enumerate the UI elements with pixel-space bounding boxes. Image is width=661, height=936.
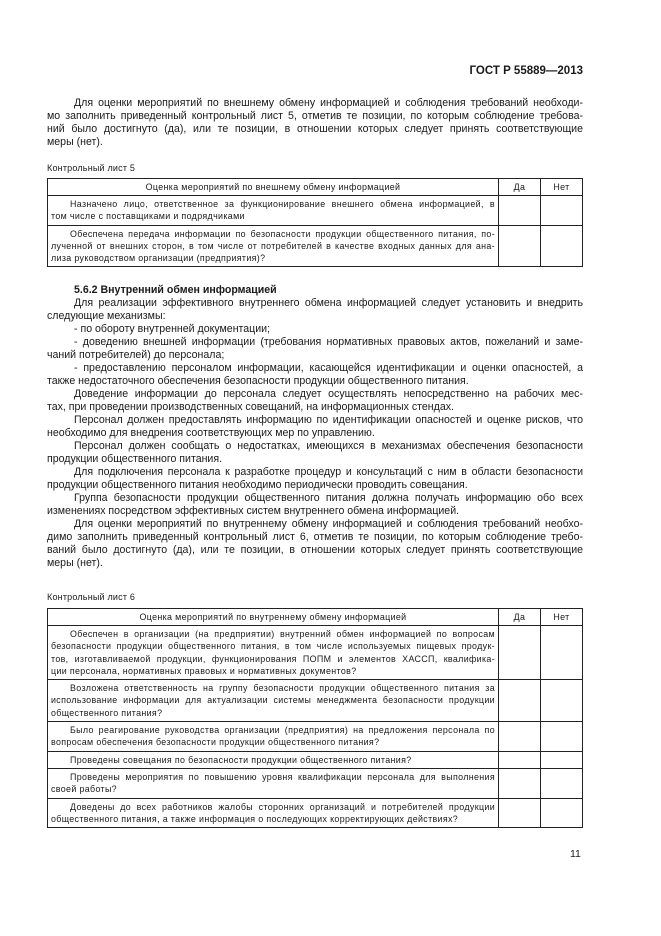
intro-paragraph <box>47 97 583 149</box>
question-line: Обеспечена передача информации по безопасности продукции общественного питания, по- <box>70 228 495 239</box>
checklist-5-caption: Контрольный лист 5 <box>47 163 136 173</box>
text-line: следующие механизмы: <box>47 310 166 322</box>
text-line: тах, при проведении производственных совещаний, на информационных стендах. <box>47 401 454 413</box>
yes-checkbox-cell[interactable] <box>499 751 541 768</box>
yes-checkbox-cell[interactable] <box>499 798 541 828</box>
column-header: Оценка мероприятий по внутреннему обмену информацией <box>48 609 499 626</box>
text-line: ний было достигнуто (да), или те позиции, в отношении которых следует принять соответствующие <box>47 123 583 135</box>
text-line: меры (нет). <box>47 557 103 569</box>
table-row <box>48 722 583 752</box>
checklist-question <box>48 626 499 680</box>
text-line: чаний потребителей) до персонала; <box>47 349 225 361</box>
checklist-5-table <box>47 178 583 267</box>
no-checkbox-cell[interactable] <box>541 722 583 752</box>
table-header-row <box>48 609 583 626</box>
text-line: мо заполнить приведенный контрольный лист 5, отметив те позиции, по которым соблюдение требова- <box>47 110 583 122</box>
no-checkbox-cell[interactable] <box>541 680 583 722</box>
text-line: ваний было достигнуто (да), или те позиции, в отношении которых следует принять соответствующие <box>47 544 583 556</box>
text-line: продукции общественного питания необходимо периодически проводить совещания. <box>47 479 468 491</box>
text-line: изменениях посредством эффективных систем внутреннего обмена информацией. <box>47 505 460 517</box>
text-line: - по обороту внутренней документации; <box>74 323 271 335</box>
yes-checkbox-cell[interactable] <box>499 626 541 680</box>
question-line: Было реагирование руководства организации (предприятия) на предложения персонала по <box>70 725 495 736</box>
text-line: димо заполнить приведенный контрольный лист 6, отметив те позиции, по которым соблюдение требо- <box>47 531 583 543</box>
no-checkbox-cell[interactable] <box>541 798 583 828</box>
no-checkbox-cell[interactable] <box>541 225 583 267</box>
no-checkbox-cell[interactable] <box>541 626 583 680</box>
question-line: тов, изготавливаемой продукции, функционирования ПОПМ и элементов ХАССП, квалифика- <box>51 653 495 664</box>
column-header: Нет <box>541 179 583 196</box>
table-row <box>48 768 583 798</box>
checklist-6-table <box>47 608 583 828</box>
column-header: Да <box>499 179 541 196</box>
question-line: Проведены совещания по безопасности продукции общественного питания? <box>70 754 412 765</box>
question-line: Проведены мероприятия по повышению уровня квалификации персонала для выполнения <box>70 771 495 782</box>
table-row <box>48 798 583 828</box>
yes-checkbox-cell[interactable] <box>499 680 541 722</box>
question-line: безопасности продукции общественного питания, в том числе используемых пищевых продук- <box>51 641 495 652</box>
page-number: 11 <box>570 848 581 860</box>
question-line: вопросам обеспечения безопасности продукции общественного питания? <box>51 737 380 748</box>
text-line: продукции общественного питания. <box>47 453 223 465</box>
yes-checkbox-cell[interactable] <box>499 768 541 798</box>
section-heading: 5.6.2 Внутренний обмен информацией <box>74 284 277 296</box>
table-row <box>48 680 583 722</box>
question-line: Возложена ответственность на группу безопасности продукции общественного питания за <box>70 683 495 694</box>
question-line: том числе с поставщиками и подрядчиками <box>51 211 245 222</box>
checklist-question <box>48 722 499 752</box>
question-line: общественного питания, а также информация о последующих корректирующих действиях? <box>51 813 459 824</box>
question-line: Обеспечен в организации (на предприятии) внутренний обмен информацией по вопросам <box>70 629 495 639</box>
checklist-question <box>48 225 499 267</box>
text-line: - доведению внешней информации (требования нормативных правовых актов, пожеланий и заме- <box>74 336 583 348</box>
checklist-question <box>48 680 499 722</box>
question-line: использование информации для актуализации системы менеджмента безопасности продукции <box>51 695 495 706</box>
table-header-row <box>48 179 583 196</box>
text-line: - предоставлению персоналом информации, касающейся идентификации и оценки опасностей, а <box>74 362 583 374</box>
yes-checkbox-cell[interactable] <box>499 722 541 752</box>
no-checkbox-cell[interactable] <box>541 751 583 768</box>
table-row <box>48 225 583 267</box>
text-line: Для реализации эффективного внутреннего обмена информацией следует установить и внедрить <box>74 297 583 309</box>
question-line: своей работы? <box>51 784 117 795</box>
checklist-question <box>48 196 499 226</box>
column-header: Да <box>499 609 541 626</box>
question-line: Назначено лицо, ответственное за функционирование внешнего обмена информацией, в <box>70 199 495 209</box>
no-checkbox-cell[interactable] <box>541 768 583 798</box>
text-line: Для подключения персонала к разработке процедур и консультаций с ним в области безопасности <box>74 466 583 478</box>
text-line: меры (нет). <box>47 136 103 148</box>
question-line: общественного питания? <box>51 707 163 718</box>
no-checkbox-cell[interactable] <box>541 196 583 226</box>
checklist-6-caption: Контрольный лист 6 <box>47 592 136 602</box>
column-header: Нет <box>541 609 583 626</box>
text-line: Персонал должен сообщать о недостатках, имеющихся в механизмах обеспечения безопасности <box>74 440 583 452</box>
text-line: Для оценки мероприятий по внутреннему обмену информацией и соблюдения требований необхо- <box>74 518 583 530</box>
text-line: Группа безопасности продукции общественного питания должна получать информацию обо всех <box>74 492 583 504</box>
text-line: Персонал должен предоставлять информацию по идентификации опасностей и оценке рисков, что <box>74 414 583 426</box>
yes-checkbox-cell[interactable] <box>499 225 541 267</box>
question-line: лиза руководством организации (предприятия)? <box>51 253 266 264</box>
checklist-question <box>48 751 499 768</box>
text-line: Доведение информации до персонала следует осуществлять непосредственно на рабочих мес- <box>74 388 583 400</box>
question-line: лученной от внешних сторон, в том числе от потребителей в качестве входных данных для ана- <box>51 240 495 251</box>
section-5-6-2 <box>47 284 583 570</box>
table-row <box>48 626 583 680</box>
text-line: также недостаточного обеспечения безопасности продукции общественного питания. <box>47 375 469 387</box>
text-line: Для оценки мероприятий по внешнему обмену информацией и соблюдения требований необходи- <box>74 97 583 109</box>
table-row <box>48 751 583 768</box>
column-header: Оценка мероприятий по внешнему обмену информацией <box>48 179 499 196</box>
checklist-question <box>48 798 499 828</box>
question-line: ции персонала, нормативных правовых и нормативных документов? <box>51 665 357 676</box>
question-line: Доведены до всех работников жалобы сторонних организаций и потребителей продукции <box>70 801 495 812</box>
document-id: ГОСТ Р 55889—2013 <box>469 65 583 77</box>
table-row <box>48 196 583 226</box>
text-line: необходимо для внедрения соответствующих мер по управлению. <box>47 427 375 439</box>
yes-checkbox-cell[interactable] <box>499 196 541 226</box>
checklist-question <box>48 768 499 798</box>
